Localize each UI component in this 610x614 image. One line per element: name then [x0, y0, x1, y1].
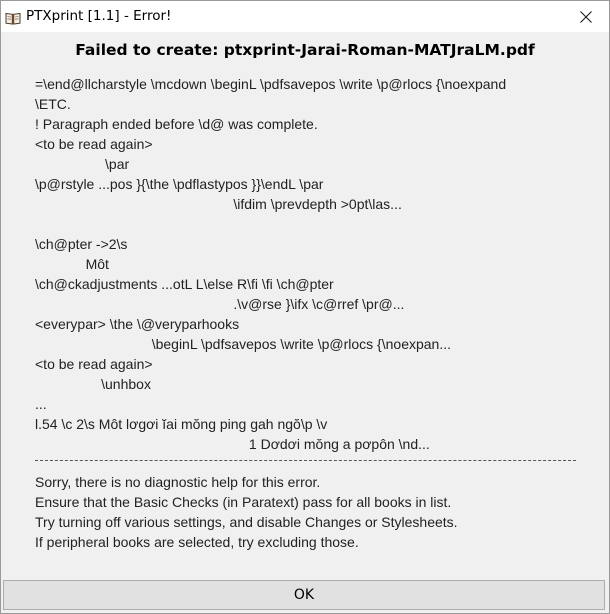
- log-line: \unhbox: [35, 376, 151, 392]
- help-line: Try turning off various settings, and disable Changes or Stylesheets.: [35, 514, 458, 530]
- log-line: <to be read again>: [35, 356, 153, 372]
- log-line: l.54 \c 2\s Môt lơgơi ĭai mŏng ping gah ngŏ\p \v: [35, 416, 328, 432]
- error-log: [35, 74, 595, 454]
- log-line: <everypar> \the \@veryparhooks: [35, 316, 240, 332]
- log-line: [35, 214, 595, 234]
- log-line: ! Paragraph ended before \d@ was complete.: [35, 116, 318, 132]
- error-heading: Failed to create: ptxprint-Jarai-Roman-MATJraLM.pdf: [75, 41, 535, 59]
- log-line: \ch@pter ->2\s: [35, 236, 128, 252]
- log-line: \ifdim \prevdepth >0pt\las...: [35, 196, 402, 212]
- help-text: [35, 472, 458, 552]
- log-line: \par: [35, 156, 130, 172]
- book-icon: [5, 10, 21, 23]
- log-line: \p@rstyle ...pos }{\the \pdflastypos }}\endL \par: [35, 176, 324, 192]
- log-line: 1 Dơdơi mŏng a pơpôn \nd...: [35, 436, 430, 452]
- log-line: .\v@rse }\ifx \c@rref \pr@...: [35, 296, 405, 312]
- log-line: <to be read again>: [35, 136, 153, 152]
- log-line: Môt: [35, 256, 109, 272]
- title-bar[interactable]: [1, 1, 609, 32]
- log-line: =\end@llcharstyle \mcdown \beginL \pdfsavepos \write \p@rlocs {\noexpand: [35, 76, 507, 92]
- dialog-content: [1, 32, 609, 578]
- log-line: \ch@ckadjustments ...otL L\else R\fi \fi \ch@pter: [35, 276, 334, 292]
- help-line: Ensure that the Basic Checks (in Paratext) pass for all books in list.: [35, 494, 452, 510]
- close-button[interactable]: [563, 1, 609, 32]
- close-icon: [580, 11, 592, 23]
- separator: [35, 460, 576, 461]
- help-line: Sorry, there is no diagnostic help for this error.: [35, 474, 321, 490]
- log-line: \ETC.: [35, 96, 71, 112]
- help-line: If peripheral books are selected, try excluding those.: [35, 534, 359, 550]
- ok-button[interactable]: OK: [3, 580, 605, 610]
- log-line: \beginL \pdfsavepos \write \p@rlocs {\noexpan...: [35, 336, 452, 352]
- log-line: ...: [35, 396, 47, 412]
- window-title: PTXprint [1.1] - Error!: [26, 8, 172, 24]
